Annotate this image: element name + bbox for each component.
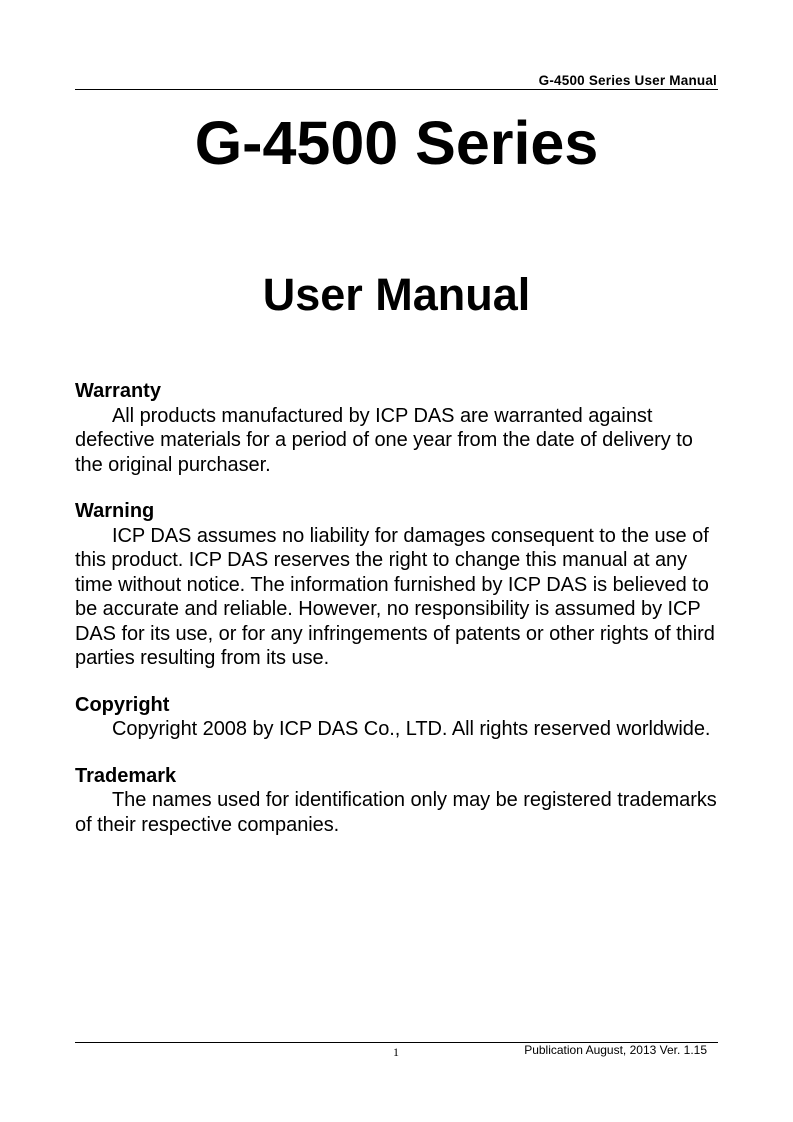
section-heading: Warranty bbox=[75, 380, 161, 402]
section-heading: Trademark bbox=[75, 764, 177, 787]
document-subtitle: User Manual bbox=[262, 269, 531, 320]
section-warranty bbox=[75, 379, 720, 477]
section-heading: Copyright bbox=[75, 693, 170, 716]
section-paragraph: ICP DAS assumes no liability for damages consequent to the use of this product. ICP DAS reserves the right to change this manual at any time without notice. The information furnished by ICP DAS is believed to be accurate and reliable. However, no responsibility is assumed by ICP DAS for its use, or for any infringements of patents or other rights of third parties resulting from its use. bbox=[75, 524, 715, 669]
section-warning bbox=[75, 499, 720, 671]
section-copyright bbox=[75, 693, 720, 742]
running-header: G-4500 Series User Manual bbox=[538, 73, 717, 88]
section-trademark bbox=[75, 764, 720, 838]
publication-info: Publication August, 2013 Ver. 1.15 bbox=[524, 1043, 707, 1057]
header-divider bbox=[75, 89, 718, 90]
document-body bbox=[75, 379, 720, 859]
page-number: 1 bbox=[393, 1045, 399, 1059]
section-paragraph: Copyright 2008 by ICP DAS Co., LTD. All rights reserved worldwide. bbox=[112, 718, 711, 740]
document-title: G-4500 Series bbox=[194, 109, 599, 177]
section-paragraph: All products manufactured by ICP DAS are warranted against defective materials for a period of one year from the date of delivery to the original purchaser. bbox=[75, 404, 693, 476]
section-paragraph: The names used for identification only may be registered trademarks of their respective companies. bbox=[75, 789, 717, 836]
section-heading: Warning bbox=[75, 500, 155, 522]
